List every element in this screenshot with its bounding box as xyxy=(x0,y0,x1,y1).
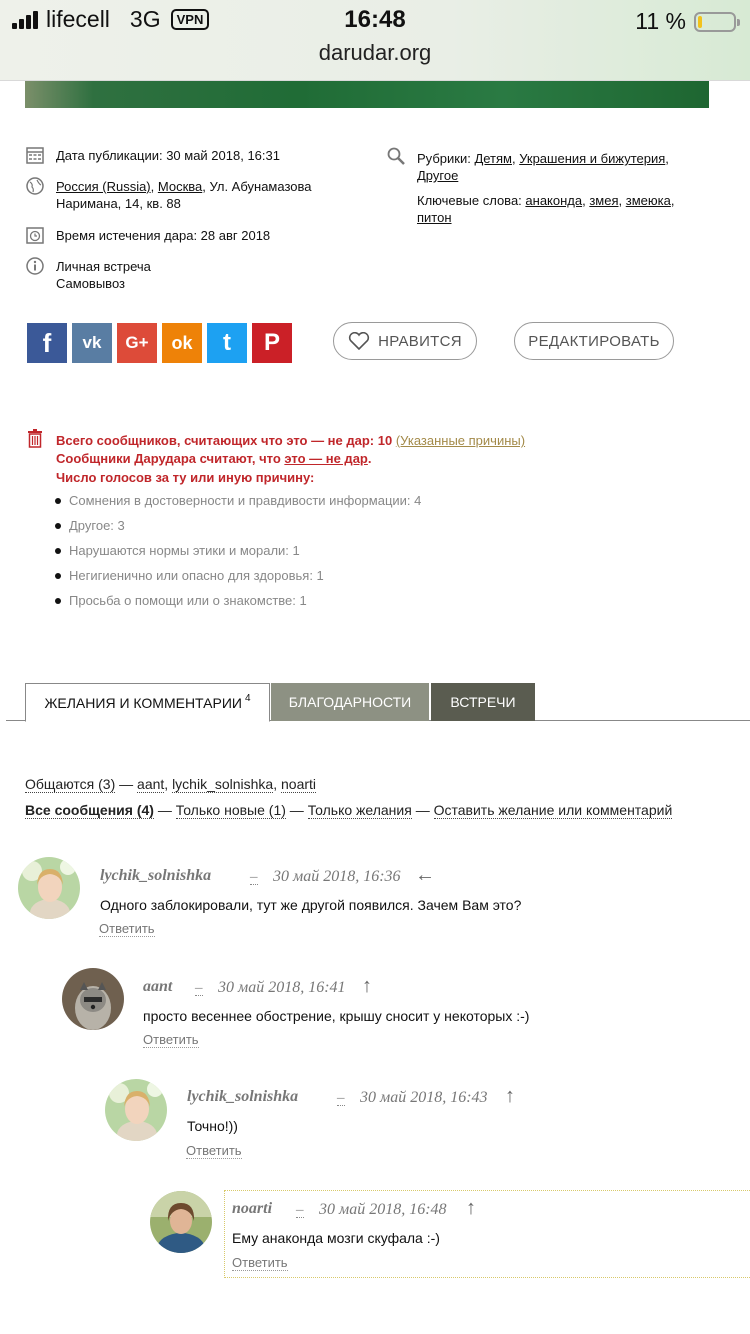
location-country-link[interactable]: Россия (Russia) xyxy=(56,179,151,194)
rubric-link-kids[interactable]: Детям xyxy=(474,151,512,166)
separator: — xyxy=(411,802,434,818)
twitter-icon: t xyxy=(223,329,231,356)
carrier-name: lifecell xyxy=(46,6,110,32)
info-icon xyxy=(25,256,45,276)
rubric-link-other[interactable]: Другое xyxy=(417,168,459,183)
edit-label: РЕДАКТИРОВАТЬ xyxy=(528,332,660,350)
up-arrow-icon[interactable]: ↑ xyxy=(362,975,372,997)
pinterest-share-button[interactable] xyxy=(252,323,292,363)
network-type: 3G xyxy=(129,6,161,32)
vk-icon: vk xyxy=(82,333,102,352)
vk-share-button[interactable] xyxy=(72,323,112,363)
participants-line: Общаются (3) — aant, lychik_solnishka, noarti xyxy=(25,776,317,792)
comment-date: 30 май 2018, 16:41 xyxy=(218,979,346,996)
facebook-icon: f xyxy=(42,327,52,358)
alarm-clock-icon xyxy=(25,225,45,245)
filter-new-link[interactable]: Только новые (1) xyxy=(175,802,286,818)
participants-link[interactable]: Общаются (3) xyxy=(25,776,116,792)
expiry-date: Время истечения дара: 28 авг 2018 xyxy=(56,228,271,243)
comment-author[interactable]: noarti xyxy=(232,1200,273,1217)
google-plus-icon: G+ xyxy=(125,333,149,352)
separator: — xyxy=(115,776,138,792)
comment-date: 30 май 2018, 16:36 xyxy=(273,868,401,885)
magnifier-icon xyxy=(386,146,406,166)
clock: 16:48 xyxy=(344,6,406,33)
comment-permalink[interactable]: – xyxy=(296,1202,304,1218)
avatar[interactable] xyxy=(105,1079,167,1141)
separator: — xyxy=(153,802,176,818)
complaints-total-text: Всего сообщников, считающих что это — не дар: 10 xyxy=(56,433,393,448)
location-address-line1: , Ул. Абунамазова xyxy=(202,179,312,194)
tab-wishes-comments[interactable] xyxy=(25,683,270,722)
comment-text: Ему анаконда мозги скуфала :-) xyxy=(232,1230,440,1246)
transfer-method-meeting: Личная встреча xyxy=(56,259,151,274)
reasons-link[interactable]: (Указанные причины) xyxy=(395,433,526,448)
gift-photo[interactable] xyxy=(25,81,709,108)
filter-all-link[interactable]: Все сообщения (4) xyxy=(25,802,154,818)
calendar-icon xyxy=(25,145,45,165)
tab-thanks[interactable] xyxy=(271,683,429,721)
battery-indicator xyxy=(635,8,736,35)
battery-percent: 11 % xyxy=(635,8,686,34)
browser-status-bar xyxy=(0,0,750,81)
votes-heading: Число голосов за ту или иную причину: xyxy=(56,470,315,485)
odnoklassniki-icon: ok xyxy=(171,332,193,353)
keyword-link-anaconda[interactable]: анаконда xyxy=(525,193,583,208)
complaints-total xyxy=(56,432,525,449)
address-bar-url[interactable]: darudar.org xyxy=(318,40,432,65)
keyword-link-snake[interactable]: змея xyxy=(589,193,619,208)
complaints-verdict-suffix: . xyxy=(367,451,372,466)
comment-permalink[interactable]: – xyxy=(337,1090,345,1106)
reason-item: Просьба о помощи или о знакомстве: 1 xyxy=(69,593,307,608)
location-address-line2: Наримана, 14, кв. 88 xyxy=(56,196,181,211)
reason-item: Другое: 3 xyxy=(69,518,125,533)
participant-link-aant[interactable]: aant xyxy=(137,776,165,792)
comment-date: 30 май 2018, 16:48 xyxy=(319,1201,447,1218)
keyword-link-zmeyuka[interactable]: змеюка xyxy=(625,193,671,208)
avatar[interactable] xyxy=(62,968,124,1030)
facebook-share-button[interactable] xyxy=(27,323,67,363)
tab-thanks-label: БЛАГОДАРНОСТИ xyxy=(288,694,412,710)
comment-permalink[interactable]: – xyxy=(195,980,203,996)
avatar[interactable] xyxy=(150,1191,212,1253)
avatar[interactable] xyxy=(18,857,80,919)
transfer-method-pickup: Самовывоз xyxy=(56,276,125,291)
publication-date: Дата публикации: 30 май 2018, 16:31 xyxy=(56,148,280,163)
reply-link[interactable]: Ответить xyxy=(99,921,155,936)
comment-permalink[interactable]: – xyxy=(250,869,258,885)
heart-icon xyxy=(348,332,370,350)
reply-link[interactable]: Ответить xyxy=(143,1032,199,1047)
reason-item: Нарушаются нормы этики и морали: 1 xyxy=(69,543,300,558)
up-arrow-icon[interactable]: ↑ xyxy=(505,1085,515,1107)
comment-text: Точно!)) xyxy=(187,1118,238,1134)
back-arrow-icon[interactable]: ← xyxy=(415,864,435,886)
not-a-gift-link[interactable]: это — не дар xyxy=(284,451,368,466)
twitter-share-button[interactable] xyxy=(207,323,247,363)
google-plus-share-button[interactable] xyxy=(117,323,157,363)
comment-date: 30 май 2018, 16:43 xyxy=(360,1089,488,1106)
tab-meetings[interactable] xyxy=(431,683,535,721)
keyword-link-python[interactable]: питон xyxy=(417,210,452,225)
vpn-badge: VPN xyxy=(171,9,210,30)
location-city-link[interactable]: Москва xyxy=(157,179,203,194)
comment-author[interactable]: lychik_solnishka xyxy=(100,867,212,884)
odnoklassniki-share-button[interactable] xyxy=(162,323,202,363)
complaints-verdict xyxy=(56,450,371,467)
globe-icon xyxy=(25,176,45,196)
tab-wishes-count: 4 xyxy=(244,693,251,704)
location: Россия (Russia), Москва, Ул. Абунамазова Наримана, 14, кв. 88 xyxy=(56,179,312,211)
reason-item: Негигиенично или опасно для здоровья: 1 xyxy=(69,568,324,583)
up-arrow-icon[interactable]: ↑ xyxy=(466,1197,476,1219)
rubric-link-jewelry[interactable]: Украшения и бижутерия xyxy=(519,151,666,166)
reason-item: Сомнения в достоверности и правдивости информации: 4 xyxy=(69,493,422,508)
reply-link[interactable]: Ответить xyxy=(232,1255,288,1270)
rubrics-label: Рубрики: xyxy=(417,151,475,166)
edit-button[interactable] xyxy=(514,322,674,360)
transfer-methods xyxy=(56,258,151,292)
leave-comment-link[interactable]: Оставить желание или комментарий xyxy=(433,802,673,818)
comment-text: просто весеннее обострение, крышу сносит у некоторых :-) xyxy=(143,1008,530,1024)
like-button[interactable] xyxy=(333,322,477,360)
comment-author[interactable]: aant xyxy=(143,978,173,995)
rubrics: Рубрики: Детям, Украшения и бижутерия, Другое xyxy=(417,151,669,183)
filter-wishes-link[interactable]: Только желания xyxy=(307,802,412,818)
filter-line xyxy=(25,802,672,818)
keywords: Ключевые слова: анаконда, змея, змеюка, питон xyxy=(417,193,675,225)
tab-wishes-label: ЖЕЛАНИЯ И КОММЕНТАРИИ xyxy=(44,694,242,711)
participant-link-noarti[interactable]: noarti xyxy=(281,776,317,792)
battery-icon xyxy=(694,12,736,32)
comment-text: Одного заблокировали, тут же другой появился. Зачем Вам это? xyxy=(100,897,522,913)
separator: — xyxy=(285,802,308,818)
tab-meetings-label: ВСТРЕЧИ xyxy=(450,694,516,710)
trash-icon xyxy=(25,428,45,448)
comment-author[interactable]: lychik_solnishka xyxy=(187,1088,299,1105)
reply-link[interactable]: Ответить xyxy=(186,1143,242,1158)
pinterest-icon: P xyxy=(263,329,280,356)
complaints-verdict-prefix: Сообщники Дарудара считают, что xyxy=(56,451,285,466)
participant-link-lychik[interactable]: lychik_solnishka xyxy=(172,776,274,792)
like-label: НРАВИТСЯ xyxy=(378,332,462,350)
keywords-label: Ключевые слова: xyxy=(417,193,526,208)
